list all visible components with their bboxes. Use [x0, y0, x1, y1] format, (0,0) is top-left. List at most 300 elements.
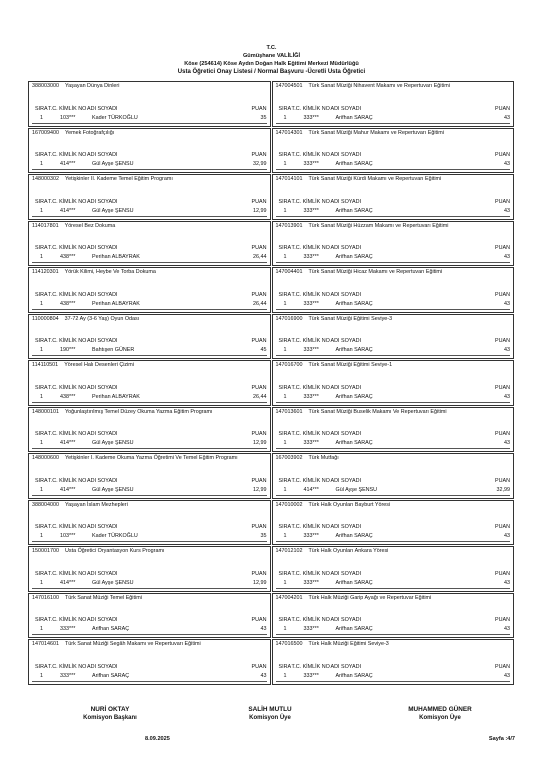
course-code: 147013901	[275, 222, 303, 229]
header-name: ADI SOYADI	[330, 477, 361, 484]
course-name: Türk Sanat Müziği Eğitimi Seviye-1	[308, 362, 393, 368]
applicant-puan: 26,44	[253, 300, 267, 307]
applicant-sira: 1	[283, 486, 287, 493]
header-puan: PUAN	[251, 477, 267, 484]
document-header	[0, 44, 543, 76]
signature-role: Komisyon Başkanı	[83, 715, 137, 721]
header-puan: PUAN	[251, 105, 267, 112]
applicant-tc-no: 103***	[60, 114, 76, 121]
course-cell	[28, 546, 271, 592]
header-puan: PUAN	[495, 477, 510, 484]
header-tc-no: T.C. KİMLİK NO	[291, 524, 330, 530]
header-name: ADI SOYADI	[87, 105, 118, 112]
applicant-row	[32, 394, 267, 403]
course-code: 114120301	[32, 269, 59, 275]
applicant-row	[32, 208, 267, 217]
course-name: Türk Mutfağı	[308, 455, 339, 461]
header-tc: T.C.	[266, 45, 277, 51]
applicant-tc-no: 333***	[303, 440, 319, 446]
header-tc-no: T.C. KİMLİK NO	[291, 617, 330, 623]
applicant-row	[32, 347, 267, 356]
applicant-sira: 1	[283, 672, 287, 679]
course-title	[29, 408, 270, 424]
header-tc-no: T.C. KİMLİK NO	[48, 245, 87, 251]
column-headers	[276, 199, 511, 206]
course-title	[273, 361, 514, 377]
header-puan: PUAN	[251, 663, 267, 670]
header-puan: PUAN	[251, 617, 267, 623]
course-title	[273, 82, 514, 98]
header-puan: PUAN	[251, 524, 267, 530]
applicant-tc-no: 333***	[303, 114, 319, 121]
applicant-sira: 1	[40, 486, 43, 493]
applicant-tc-no: 414***	[303, 486, 319, 493]
header-puan: PUAN	[495, 524, 510, 530]
header-tc-no: T.C. KİMLİK NO	[48, 198, 87, 205]
course-code: 147016700	[275, 362, 303, 368]
header-sira: SIRA	[35, 384, 48, 391]
column-headers	[276, 152, 511, 159]
header-sira: SIRA	[278, 477, 292, 484]
course-code: 148000302	[32, 176, 59, 182]
applicant-tc-no: 333***	[303, 161, 319, 167]
course-name: 37-72 Ay (3-6 Yaş) Oyun Odası	[64, 315, 140, 322]
column-headers	[32, 431, 267, 438]
header-tc-no: T.C. KİMLİK NO	[48, 570, 87, 577]
applicant-name: Arifhan SARAÇ	[335, 440, 373, 446]
header-puan: PUAN	[495, 152, 510, 158]
column-headers	[32, 106, 267, 113]
header-tc-no: T.C. KİMLİK NO	[48, 384, 87, 391]
course-cell	[272, 593, 515, 639]
applicant-tc-no: 333***	[60, 672, 76, 679]
signature-name: MUHAMMED GÜNER	[408, 706, 472, 713]
header-tc-no: T.C. KİMLİK NO	[48, 524, 87, 530]
applicant-tc-no: 438***	[60, 254, 76, 260]
applicant-puan: 32,99	[496, 486, 510, 493]
header-puan: PUAN	[251, 338, 267, 344]
applicant-name: Arifhan SARAÇ	[92, 626, 130, 632]
course-code: 147004401	[275, 269, 303, 275]
course-title	[29, 547, 270, 563]
header-sira: SIRA	[278, 524, 292, 530]
header-tc-no: T.C. KİMLİK NO	[48, 477, 87, 484]
applicant-name: Gül Ayşe ŞENSU	[92, 207, 134, 214]
header-sira: SIRA	[278, 617, 292, 623]
applicant-sira: 1	[40, 626, 43, 632]
header-puan: PUAN	[495, 617, 510, 623]
header-tc-no: T.C. KİMLİK NO	[291, 663, 330, 670]
header-name: ADI SOYADI	[330, 291, 361, 298]
applicant-row	[276, 254, 511, 263]
applicant-tc-no: 333***	[303, 300, 319, 307]
header-name: ADI SOYADI	[330, 524, 361, 530]
course-cell	[28, 314, 271, 360]
column-headers	[276, 664, 511, 671]
header-sira: SIRA	[278, 105, 292, 112]
course-code: 110000804	[32, 315, 59, 322]
column-headers	[32, 152, 267, 159]
course-title	[29, 268, 270, 284]
course-cell	[28, 360, 271, 406]
header-tc-no: T.C. KİMLİK NO	[48, 663, 87, 670]
header-name: ADI SOYADI	[330, 338, 361, 344]
course-title	[29, 222, 270, 238]
header-name: ADI SOYADI	[87, 477, 118, 484]
table-row	[28, 267, 514, 314]
signature-name: SALİH MUTLU	[248, 706, 292, 713]
table-row	[28, 407, 514, 454]
applicant-tc-no: 438***	[60, 393, 76, 400]
header-institution: Köse (254614) Köse Aydın Doğan Halk Eğitimi Merkezi Müdürlüğü	[184, 61, 359, 67]
course-name: Türk Halk Oyunları Ankara Yöresi	[308, 548, 389, 554]
course-code: 147012102	[275, 548, 303, 554]
applicant-row	[276, 487, 511, 496]
header-puan: PUAN	[495, 105, 510, 112]
header-sira: SIRA	[35, 198, 48, 205]
course-title	[29, 175, 270, 191]
header-name: ADI SOYADI	[87, 152, 118, 158]
applicant-row	[276, 115, 511, 124]
course-name: Türk Sanat Müziği Hicaz Makamı ve Repertuvarı Eğitimi	[308, 269, 443, 275]
signature-chair	[55, 705, 165, 723]
course-name: Türk Sanat Müziği Kürdi Makamı ve Repertuvarı Eğitimi	[308, 176, 442, 182]
header-name: ADI SOYADI	[87, 663, 118, 670]
course-cell	[272, 639, 515, 685]
table-row	[28, 128, 514, 175]
course-code: 147013601	[275, 408, 303, 415]
course-code: 147014301	[275, 129, 303, 136]
header-name: ADI SOYADI	[330, 152, 361, 158]
header-puan: PUAN	[251, 431, 267, 437]
applicant-name: Gül Ayşe ŞENSU	[92, 486, 134, 493]
header-sira: SIRA	[35, 570, 48, 577]
header-puan: PUAN	[495, 245, 510, 251]
header-puan: PUAN	[495, 384, 510, 391]
applicant-row	[276, 580, 511, 589]
column-headers	[32, 292, 267, 299]
course-name: Türk Sanat Müziği Eğitimi Seviye-3	[308, 315, 393, 322]
course-title	[273, 222, 514, 238]
header-tc-no: T.C. KİMLİK NO	[291, 245, 330, 251]
course-title	[29, 315, 270, 331]
applicant-puan: 26,44	[253, 393, 267, 400]
applicant-tc-no: 103***	[60, 533, 76, 539]
applicant-puan: 43	[504, 533, 510, 539]
header-name: ADI SOYADI	[330, 245, 361, 251]
course-title	[29, 594, 270, 610]
course-code: 114017801	[32, 222, 59, 229]
signature-role: Komisyon Üye	[249, 715, 291, 721]
course-name: Yöresel Halı Desenleri Çizimi	[64, 362, 134, 368]
applicant-name: Perihan ALBAYRAK	[92, 393, 140, 400]
header-puan: PUAN	[251, 291, 267, 298]
table-row	[28, 546, 514, 593]
course-cell	[272, 314, 515, 360]
header-sira: SIRA	[35, 245, 48, 251]
applicant-name: Arifhan SARAÇ	[335, 579, 373, 586]
document-date: 8.09.2025	[145, 736, 170, 742]
course-title	[29, 129, 270, 145]
table-row	[28, 453, 514, 500]
applicant-row	[32, 161, 267, 170]
applicant-sira: 1	[40, 161, 43, 167]
header-name: ADI SOYADI	[330, 570, 361, 577]
course-name: Türk Sanat Müziği Hüzzam Makamı ve Repertuvarı Eğitimi	[308, 222, 449, 229]
applicant-name: Gül Ayşe ŞENSU	[92, 579, 134, 586]
course-code: 388003000	[32, 83, 59, 89]
applicant-row	[276, 347, 511, 356]
course-cell	[272, 453, 515, 499]
course-title	[273, 129, 514, 145]
applicant-tc-no: 414***	[60, 486, 76, 493]
applicant-puan: 45	[260, 347, 267, 353]
header-tc-no: T.C. KİMLİK NO	[48, 617, 87, 623]
header-tc-no: T.C. KİMLİK NO	[48, 105, 87, 112]
course-title	[273, 315, 514, 331]
applicant-row	[32, 254, 267, 263]
applicant-row	[276, 394, 511, 403]
course-name: Usta Öğretici Oryantasyon Kurs Programı	[64, 548, 165, 554]
course-code: 147014101	[275, 176, 303, 182]
course-title	[273, 501, 514, 517]
course-name: Yemek Fotoğrafçılığı	[64, 129, 115, 136]
course-code: 147010002	[275, 501, 303, 508]
course-cell	[28, 81, 271, 127]
course-name: Yetişkinler I. Kademe Okuma Yazma Öğretimi Ve Temel Eğitim Programı	[64, 455, 238, 461]
applicant-tc-no: 414***	[60, 207, 76, 214]
applicant-tc-no: 333***	[303, 393, 319, 400]
applicant-name: Kader TÜRKOĞLU	[92, 533, 138, 539]
course-cell	[28, 128, 271, 174]
header-name: ADI SOYADI	[87, 384, 118, 391]
course-code: 147004501	[275, 83, 303, 89]
course-code: 147016900	[275, 315, 303, 322]
column-headers	[276, 478, 511, 485]
applicant-sira: 1	[283, 579, 287, 586]
applicant-name: Arifhan SARAÇ	[335, 161, 373, 167]
table-row	[28, 81, 514, 128]
course-cell	[272, 267, 515, 313]
header-tc-no: T.C. KİMLİK NO	[291, 570, 330, 577]
applicant-sira: 1	[40, 672, 43, 679]
header-puan: PUAN	[251, 384, 267, 391]
applicant-name: Perihan ALBAYRAK	[92, 300, 140, 307]
applicant-tc-no: 333***	[303, 533, 319, 539]
course-cell	[272, 546, 515, 592]
applicant-puan: 43	[504, 207, 510, 214]
course-name: Yoğunlaştırılmış Temel Düzey Okuma Yazma Eğitim Programı	[64, 408, 213, 415]
applicant-puan: 12,99	[253, 579, 267, 586]
header-name: ADI SOYADI	[330, 617, 361, 623]
applicant-name: Arifhan SARAÇ	[335, 393, 373, 400]
course-cell	[28, 453, 271, 499]
applicant-row	[276, 161, 511, 170]
column-headers	[276, 385, 511, 392]
applicant-tc-no: 333***	[303, 254, 319, 260]
column-headers	[32, 664, 267, 671]
header-puan: PUAN	[251, 570, 267, 577]
header-sira: SIRA	[278, 245, 292, 251]
applicant-name: Gül Ayşe ŞENSU	[92, 440, 134, 446]
applicant-sira: 1	[40, 347, 43, 353]
applicant-puan: 43	[260, 626, 267, 632]
course-code: 167009400	[32, 129, 59, 136]
header-puan: PUAN	[495, 291, 510, 298]
applicant-row	[32, 301, 267, 310]
course-cell	[272, 81, 515, 127]
applicant-sira: 1	[283, 300, 287, 307]
applicant-name: Arifhan SARAÇ	[335, 347, 373, 353]
course-cell	[28, 174, 271, 220]
course-name: Yaşayan Dünya Dinleri	[64, 83, 120, 89]
course-name: Yaşayan İslam Mezhepleri	[64, 501, 128, 508]
table-row	[28, 360, 514, 407]
applicant-tc-no: 190***	[60, 347, 76, 353]
applicant-sira: 1	[283, 440, 287, 446]
applicant-puan: 32,99	[253, 161, 267, 167]
header-tc-no: T.C. KİMLİK NO	[48, 431, 87, 437]
signature-member-2	[380, 705, 500, 723]
applicant-row	[276, 673, 511, 682]
course-title	[29, 361, 270, 377]
header-list-title: Usta Öğretici Onay Listesi / Normal Başvuru -Ücretli Usta Öğretici	[177, 69, 366, 75]
header-puan: PUAN	[495, 431, 510, 437]
page-number: Sayfa :4/7	[488, 736, 515, 742]
course-code: 148000600	[32, 455, 59, 461]
header-sira: SIRA	[35, 524, 48, 530]
header-name: ADI SOYADI	[87, 291, 118, 298]
applicant-sira: 1	[40, 440, 43, 446]
applicant-row	[276, 440, 511, 449]
applicant-tc-no: 414***	[60, 161, 76, 167]
header-name: ADI SOYADI	[87, 338, 118, 344]
column-headers	[276, 106, 511, 113]
course-title	[273, 175, 514, 191]
course-name: Türk Halk Oyunları Bayburt Yöresi	[308, 501, 391, 508]
column-headers	[32, 571, 267, 578]
header-tc-no: T.C. KİMLİK NO	[291, 105, 330, 112]
course-name: Türk Sanat Müziği Segâh Makamı ve Repertuvarı Eğitimi	[64, 641, 201, 647]
course-title	[29, 640, 270, 656]
column-headers	[276, 571, 511, 578]
applicant-tc-no: 333***	[303, 347, 319, 353]
column-headers	[276, 431, 511, 438]
header-name: ADI SOYADI	[87, 617, 118, 623]
header-governorship: Gümüşhane VALİLİĞİ	[242, 53, 301, 59]
applicant-name: Kader TÜRKOĞLU	[92, 114, 138, 121]
applicant-puan: 12,99	[253, 440, 267, 446]
applicant-puan: 43	[504, 672, 510, 679]
course-name: Yöresel Bez Dokuma	[64, 222, 116, 229]
column-headers	[276, 617, 511, 624]
column-headers	[276, 245, 511, 252]
header-puan: PUAN	[495, 663, 510, 670]
course-name: Yetişkinler II. Kademe Temel Eğitim Programı	[64, 176, 173, 182]
table-row	[28, 314, 514, 361]
applicant-tc-no: 333***	[303, 626, 319, 632]
column-headers	[276, 524, 511, 531]
table-row	[28, 500, 514, 547]
applicant-sira: 1	[283, 254, 287, 260]
course-title	[273, 640, 514, 656]
header-sira: SIRA	[35, 431, 48, 437]
applicant-row	[32, 440, 267, 449]
applicant-row	[32, 533, 267, 542]
course-title	[29, 82, 270, 98]
applicant-sira: 1	[283, 347, 287, 353]
course-cell	[28, 267, 271, 313]
course-cell	[28, 593, 271, 639]
course-code: 147016500	[275, 641, 303, 647]
applicant-name: Arifhan SARAÇ	[335, 672, 373, 679]
header-sira: SIRA	[35, 291, 48, 298]
course-title	[273, 594, 514, 610]
course-name: Türk Sanat Müziği Mahur Makamı ve Repertuvarı Eğitimi	[308, 129, 444, 136]
table-row	[28, 593, 514, 640]
header-tc-no: T.C. KİMLİK NO	[48, 338, 87, 344]
applicant-puan: 12,99	[253, 486, 267, 493]
applicant-puan: 43	[504, 626, 510, 632]
course-cell	[272, 174, 515, 220]
applicant-puan: 43	[504, 347, 510, 353]
column-headers	[276, 338, 511, 345]
header-name: ADI SOYADI	[87, 524, 118, 530]
header-tc-no: T.C. KİMLİK NO	[291, 198, 330, 205]
applicant-puan: 43	[504, 254, 510, 260]
applicant-puan: 43	[504, 300, 510, 307]
applicant-tc-no: 333***	[60, 626, 76, 632]
applicant-name: Gül Ayşe ŞENSU	[335, 486, 378, 493]
column-headers	[32, 385, 267, 392]
header-puan: PUAN	[495, 338, 510, 344]
course-name: Türk Sanat Müziği Buselik Makamı Ve Repertuvarı Eğitimi	[308, 408, 447, 415]
header-puan: PUAN	[251, 198, 267, 205]
course-cell	[272, 128, 515, 174]
course-name: Türk Sanat Müziği Nihavent Makamı ve Repertuvarı Eğitimi	[308, 83, 450, 89]
applicant-name: Arifhan SARAÇ	[335, 533, 373, 539]
applicant-name: Arifhan SARAÇ	[335, 626, 373, 632]
column-headers	[32, 617, 267, 624]
applicant-sira: 1	[40, 579, 43, 586]
signature-name: NURİ OKTAY	[90, 706, 130, 713]
course-code: 147014601	[32, 641, 59, 647]
course-name: Yörük Kilimi, Heybe Ve Torba Dokuma	[64, 269, 156, 275]
applicant-row	[32, 626, 267, 635]
column-headers	[32, 524, 267, 531]
header-tc-no: T.C. KİMLİK NO	[291, 477, 330, 484]
header-sira: SIRA	[278, 198, 292, 205]
course-code: 147004201	[275, 594, 303, 601]
course-title	[273, 547, 514, 563]
applicant-puan: 43	[504, 440, 510, 446]
applicant-puan: 43	[260, 672, 267, 679]
applicant-puan: 35	[260, 533, 267, 539]
header-sira: SIRA	[35, 338, 48, 344]
header-puan: PUAN	[495, 570, 510, 577]
applicant-row	[32, 580, 267, 589]
course-title	[29, 501, 270, 517]
header-sira: SIRA	[35, 617, 48, 623]
applicant-name: Arifhan SARAÇ	[92, 672, 130, 679]
course-grid	[28, 81, 514, 686]
header-tc-no: T.C. KİMLİK NO	[291, 384, 330, 391]
course-code: 388004000	[32, 501, 59, 508]
applicant-sira: 1	[283, 207, 287, 214]
applicant-row	[32, 487, 267, 496]
applicant-sira: 1	[40, 393, 43, 400]
header-puan: PUAN	[251, 245, 267, 251]
